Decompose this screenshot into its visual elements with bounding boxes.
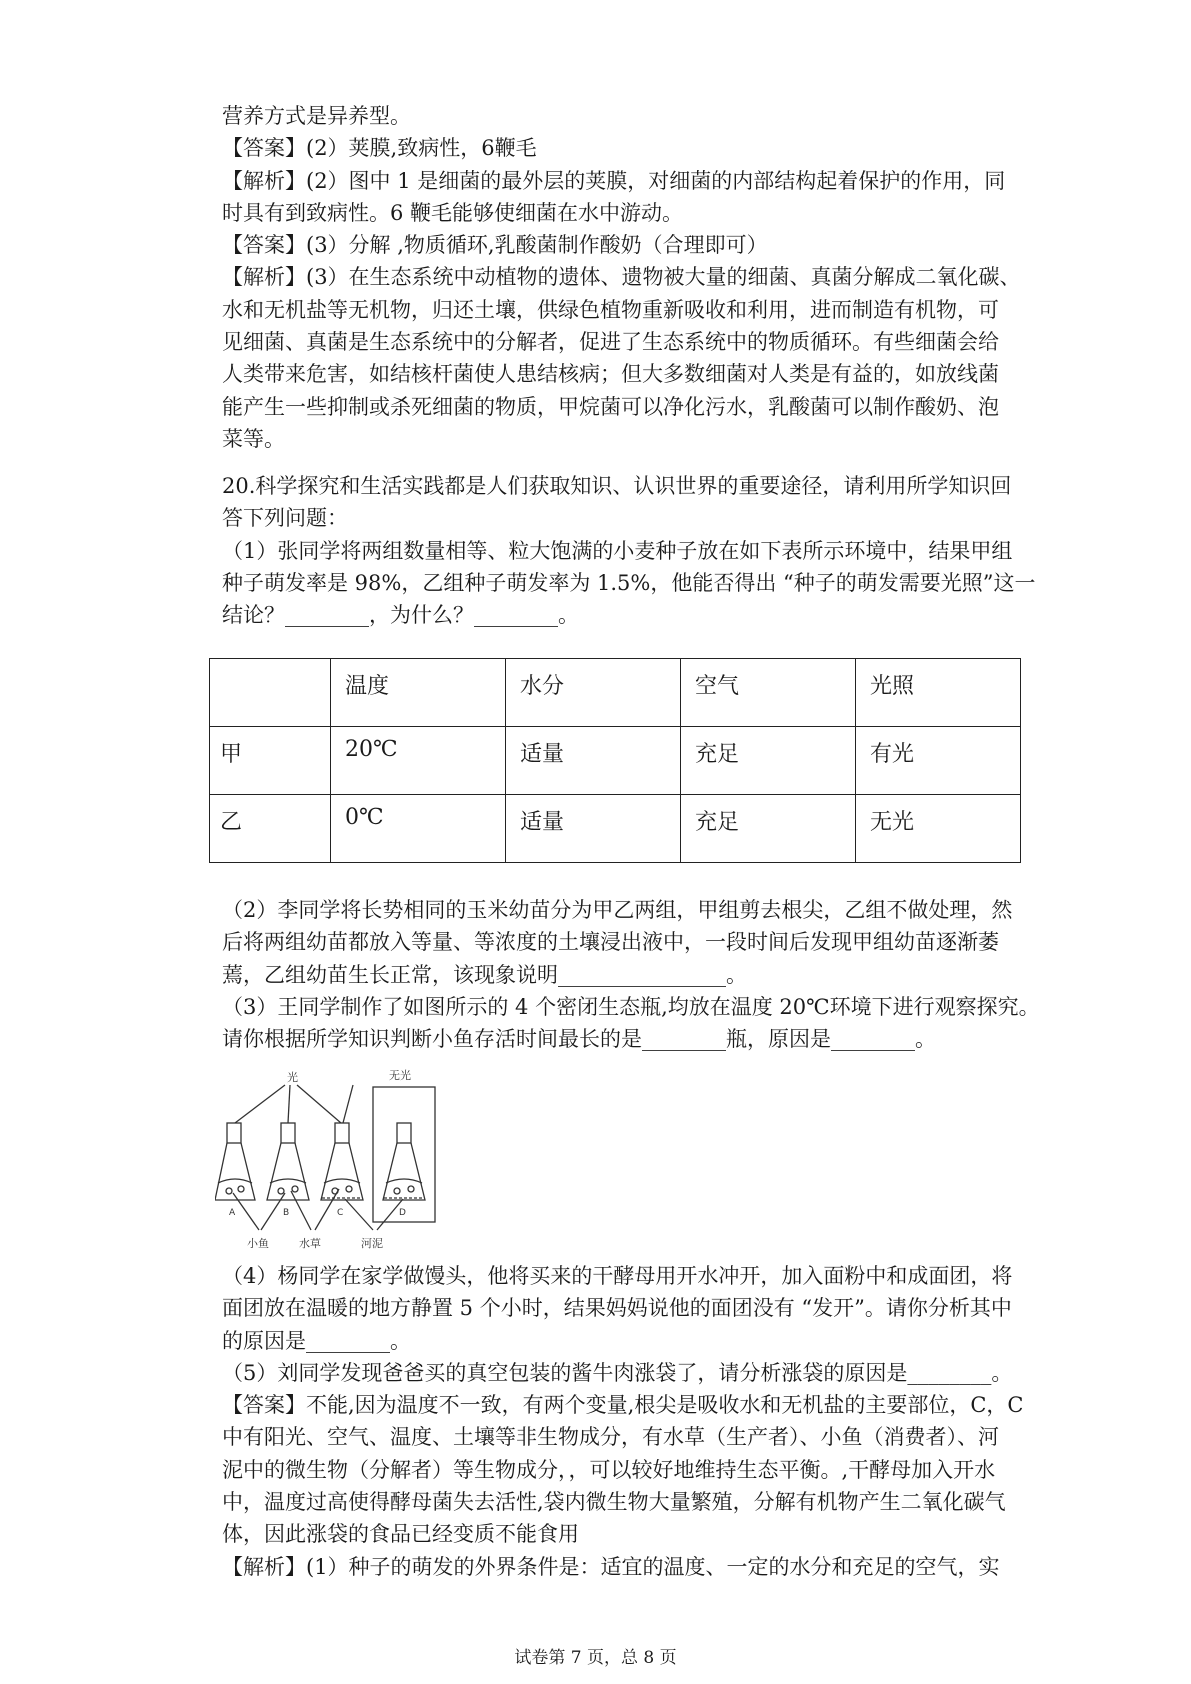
text-line: 【答案】(2）荚膜,致病性，6鞭毛 <box>222 136 537 161</box>
table-cell: 温度 <box>331 659 506 727</box>
ecosystem-bottles-diagram <box>215 1065 475 1255</box>
text-line: （5）刘同学发现爸爸买的真空包装的酱牛肉涨袋了，请分析涨袋的原因是________。 <box>222 1360 1013 1385</box>
text-line: 中有阳光、空气、温度、土壤等非生物成分，有水草（生产者）、小鱼（消费者）、河 <box>222 1425 999 1450</box>
text-line: 水和无机盐等无机物，归还土壤，供绿色植物重新吸收和利用，进而制造有机物，可 <box>222 297 999 322</box>
text-line: 请你根据所学知识判断小鱼存活时间最长的是________瓶，原因是________。 <box>222 1027 936 1052</box>
table-row <box>210 727 1021 795</box>
dark-box <box>373 1087 435 1222</box>
table-header-row <box>210 659 1021 727</box>
answer-block-19 <box>222 100 1022 455</box>
table-cell: 适量 <box>506 727 681 795</box>
no-light-label: 无光 <box>389 1069 411 1082</box>
text-line: 【解析】(2）图中 1 是细菌的最外层的荚膜，对细菌的内部结构起着保护的作用，同 <box>222 168 1006 193</box>
text-line: 【解析】(1）种子的萌发的外界条件是：适宜的温度、一定的水分和充足的空气，实 <box>222 1554 1000 1579</box>
text-line: 菜等。 <box>222 426 285 451</box>
text-line: 【解析】(3）在生态系统中动植物的遗体、遗物被大量的细菌、真菌分解成二氧化碳、 <box>222 265 1021 290</box>
light-rays <box>235 1085 353 1123</box>
bottle-b <box>267 1123 309 1218</box>
table-cell: 无光 <box>856 795 1021 863</box>
text-line: 【答案】不能,因为温度不一致，有两个变量,根尖是吸收水和无机盐的主要部位，C，C <box>222 1393 1024 1418</box>
bottle-label: D <box>399 1208 406 1218</box>
table-cell: 水分 <box>506 659 681 727</box>
text-line: 时具有到致病性。6 鞭毛能够使细菌在水中游动。 <box>222 200 684 225</box>
text-line: 答下列问题： <box>222 506 348 531</box>
question-20-parts-2-3 <box>222 894 1040 1055</box>
text-line: （1）张同学将两组数量相等、粒大饱满的小麦种子放在如下表所示环境中，结果甲组 <box>222 538 1013 563</box>
table-cell: 0℃ <box>331 795 506 863</box>
text-line: 结论？________，为什么？________。 <box>222 603 579 628</box>
text-line: （3）王同学制作了如图所示的 4 个密闭生态瓶,均放在温度 20℃环境下进行观察探究。 <box>222 994 1040 1019</box>
question-20-intro <box>222 470 1036 631</box>
question-20-parts-4-5-answer <box>222 1260 1022 1583</box>
legend-label-mud: 河泥 <box>361 1237 383 1250</box>
bottle-d <box>383 1123 425 1218</box>
legend-label-waterweed: 水草 <box>299 1237 321 1250</box>
bottle-a <box>215 1123 255 1218</box>
text-line: 20.科学探究和生活实践都是人们获取知识、认识世界的重要途径，请利用所学知识回 <box>222 474 1012 498</box>
table-cell: 20℃ <box>331 727 506 795</box>
text-line: 后将两组幼苗都放入等量、等浓度的土壤浸出液中，一段时间后发现甲组幼苗逐渐萎 <box>222 930 999 955</box>
text-line: 种子萌发率是 98%，乙组种子萌发率为 1.5%，他能否得出 “种子的萌发需要光照”这一 <box>222 570 1036 595</box>
page-footer: 试卷第 7 页，总 8 页 <box>514 1648 677 1668</box>
table-cell: 有光 <box>856 727 1021 795</box>
table-row <box>210 795 1021 863</box>
text-line: 中，温度过高使得酵母菌失去活性,袋内微生物大量繁殖，分解有机物产生二氧化碳气 <box>222 1490 1006 1515</box>
table-cell <box>210 659 331 727</box>
light-label: 光 <box>287 1071 298 1084</box>
bottle-c <box>321 1123 363 1218</box>
text-line: （4）杨同学在家学做馒头，他将买来的干酵母用开水冲开，加入面粉中和成面团，将 <box>222 1264 1013 1288</box>
legend-label-fish: 小鱼 <box>247 1237 269 1250</box>
text-line: 营养方式是异养型。 <box>222 104 411 128</box>
text-line: 【答案】(3）分解 ,物质循环,乳酸菌制作酸奶（合理即可） <box>222 233 768 258</box>
text-line: 的原因是________。 <box>222 1328 411 1353</box>
text-line: 能产生一些抑制或杀死细菌的物质，甲烷菌可以净化污水，乳酸菌可以制作酸奶、泡 <box>222 394 999 419</box>
table-cell: 光照 <box>856 659 1021 727</box>
table-cell: 充足 <box>681 795 856 863</box>
text-line: 泥中的微生物（分解者）等生物成分，，可以较好地维持生态平衡。,干酵母加入开水 <box>222 1457 996 1482</box>
text-line: 蔫，乙组幼苗生长正常，该现象说明________________。 <box>222 962 747 987</box>
table-cell: 充足 <box>681 727 856 795</box>
text-line: 见细菌、真菌是生态系统中的分解者，促进了生态系统中的物质循环。有些细菌会给 <box>222 330 999 355</box>
table-cell: 空气 <box>681 659 856 727</box>
text-line: （2）李同学将长势相同的玉米幼苗分为甲乙两组，甲组剪去根尖，乙组不做处理，然 <box>222 898 1013 922</box>
germination-conditions-table <box>209 658 1021 863</box>
text-line: 体，因此涨袋的食品已经变质不能食用 <box>222 1522 579 1547</box>
text-line: 面团放在温暖的地方静置 5 个小时，结果妈妈说他的面团没有 “发开”。请你分析其中 <box>222 1296 1012 1321</box>
bottle-label: C <box>337 1208 344 1218</box>
bottle-label: A <box>229 1208 236 1218</box>
text-line: 人类带来危害，如结核杆菌使人患结核病；但大多数细菌对人类是有益的，如放线菌 <box>222 362 999 387</box>
bottle-label: B <box>283 1208 290 1218</box>
legend-pointers <box>233 1189 403 1230</box>
table-cell: 适量 <box>506 795 681 863</box>
table-cell: 乙 <box>210 795 331 863</box>
table-cell: 甲 <box>210 727 331 795</box>
